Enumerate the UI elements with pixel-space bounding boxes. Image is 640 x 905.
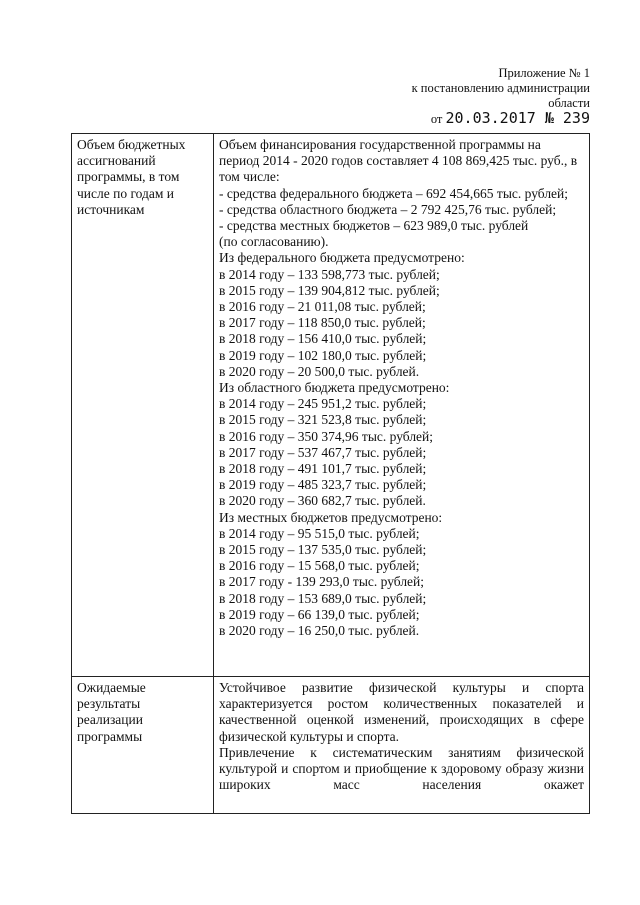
budget-line: в 2017 году – 118 850,0 тыс. рублей; bbox=[219, 315, 426, 331]
budget-line: Из федерального бюджета предусмотрено: bbox=[219, 250, 465, 266]
date-value: 20.03.2017 № 239 bbox=[445, 109, 590, 127]
budget-line: в 2014 году – 133 598,773 тыс. рублей; bbox=[219, 266, 440, 282]
budget-line: в 2015 году – 321 523,8 тыс. рублей; bbox=[219, 412, 427, 428]
results-paragraph-1: Устойчивое развитие физической культуры и спорта характеризуется ростом количественных показателей и качественной оценкой изменений, происходящих в сфере физической культуры и спорта. bbox=[219, 680, 584, 744]
budget-line: - средства федерального бюджета – 692 454,665 тыс. рублей; bbox=[219, 185, 569, 201]
table-row-budget bbox=[72, 134, 590, 677]
appendix-title: Приложение № 1 bbox=[498, 66, 590, 80]
results-label-cell bbox=[72, 677, 214, 814]
program-passport-table bbox=[71, 133, 590, 814]
budget-line: Из местных бюджетов предусмотрено: bbox=[219, 509, 443, 525]
budget-line: в 2018 году – 153 689,0 тыс. рублей; bbox=[219, 590, 427, 606]
budget-content-cell bbox=[214, 134, 590, 677]
budget-line: - средства областного бюджета – 2 792 425,76 тыс. рублей; bbox=[219, 201, 557, 217]
results-paragraph-2: Привлечение к систематическим занятиям физической культурой и спортом и приобщение к здоровому образу жизни широких масс населения окажет bbox=[219, 744, 584, 793]
budget-label-cell bbox=[72, 134, 214, 677]
budget-line: в 2015 году – 139 904,812 тыс. рублей; bbox=[219, 282, 440, 298]
budget-line: в 2016 году – 350 374,96 тыс. рублей; bbox=[219, 428, 434, 444]
appendix-header bbox=[380, 66, 590, 127]
budget-line: в 2019 году – 66 139,0 тыс. рублей; bbox=[219, 606, 420, 622]
appendix-date-line bbox=[380, 111, 590, 127]
budget-line: в 2015 году – 137 535,0 тыс. рублей; bbox=[219, 542, 427, 558]
budget-label: Объем бюджетных ассигнований программы, в том числе по годам и источникам bbox=[77, 137, 186, 217]
budget-line: в 2019 году – 102 180,0 тыс. рублей; bbox=[219, 347, 427, 363]
budget-line: в 2018 году – 156 410,0 тыс. рублей; bbox=[219, 331, 427, 347]
budget-line: в 2016 году – 21 011,08 тыс. рублей; bbox=[219, 299, 426, 315]
appendix-region-line: области bbox=[548, 96, 590, 110]
date-prefix: от bbox=[430, 112, 443, 126]
budget-line: в 2020 году – 16 250,0 тыс. рублей. bbox=[219, 623, 420, 639]
budget-line: в 2017 году - 139 293,0 тыс. рублей; bbox=[219, 574, 425, 590]
budget-line: в 2019 году – 485 323,7 тыс. рублей; bbox=[219, 477, 427, 493]
budget-line: в 2018 году – 491 101,7 тыс. рублей; bbox=[219, 461, 427, 477]
budget-line: - средства местных бюджетов – 623 989,0 тыс. рублей bbox=[219, 218, 529, 234]
budget-line: Объем финансирования государственной программы на период 2014 - 2020 годов составляет 4 108 869,425 тыс. руб., в том числе: bbox=[219, 137, 578, 185]
budget-line: в 2016 году – 15 568,0 тыс. рублей; bbox=[219, 558, 420, 574]
budget-line: в 2020 году – 20 500,0 тыс. рублей. bbox=[219, 363, 420, 379]
budget-line: Из областного бюджета предусмотрено: bbox=[219, 380, 450, 396]
budget-line: в 2014 году – 95 515,0 тыс. рублей; bbox=[219, 525, 420, 541]
results-content-cell bbox=[214, 677, 590, 814]
budget-line: (по согласованию). bbox=[219, 234, 329, 250]
budget-line: в 2020 году – 360 682,7 тыс. рублей. bbox=[219, 493, 426, 509]
results-label: Ожидаемые результаты реализации программы bbox=[77, 680, 146, 744]
appendix-resolution-line: к постановлению администрации bbox=[411, 81, 590, 95]
budget-line: в 2014 году – 245 951,2 тыс. рублей; bbox=[219, 396, 427, 412]
budget-line: в 2017 году – 537 467,7 тыс. рублей; bbox=[219, 444, 427, 460]
table-row-results bbox=[72, 677, 590, 814]
